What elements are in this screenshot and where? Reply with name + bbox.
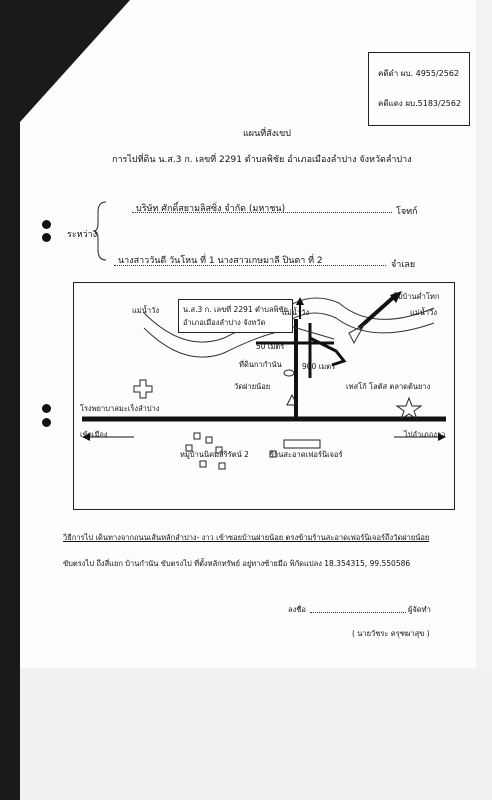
subject-line: การไปที่ดิน น.ส.3 ก. เลขที่ 2291 ตำบลพิชัย อำเภอเมืองลำปาง จังหวัดลำปาง xyxy=(112,155,412,165)
hospital-label: โรงพยาบาลมะเร็งลำปาง xyxy=(80,404,160,413)
river-label-mid: แม่น้ำวัง xyxy=(282,308,309,317)
punch-hole xyxy=(42,404,51,413)
signature-dotted-line xyxy=(310,612,406,613)
sketch-map xyxy=(73,282,455,510)
river-label-left: แม่น้ำวัง xyxy=(132,306,159,315)
map-callout-box xyxy=(178,299,293,333)
signer-role: ผู้จัดทำ xyxy=(408,605,431,614)
callout-line-1: น.ส.3 ก. เลขที่ 2291 ตำบลพิชัย xyxy=(183,305,288,314)
shop-label: ร้านสะอาดเฟอร์นิเจอร์ xyxy=(270,450,343,459)
between-label: ระหว่าง xyxy=(67,230,98,240)
river-label-right: แม่น้ำวัง xyxy=(410,308,437,317)
market-label: เทสโก้ โลตัส ตลาดต้นยาง xyxy=(346,382,431,391)
red-case-number: คดีแดง ผบ.5183/2562 xyxy=(378,99,462,108)
defendant-dotted-line xyxy=(114,265,386,266)
punch-hole xyxy=(42,220,51,229)
defendant-role: จำเลย xyxy=(391,260,416,270)
punch-hole xyxy=(42,418,51,427)
village-label: หมู่บ้านนิคมสิริรัตน์ 2 xyxy=(180,450,249,459)
page-title: แผนที่สังเขป xyxy=(243,129,291,139)
to-top-right-label: ไปบ้านค่ำโทก xyxy=(394,292,440,301)
signer-name: ( นายวัชระ ครุฑผาสุข ) xyxy=(352,629,430,638)
land-label: ที่ดินกากำนัน xyxy=(239,360,282,369)
case-number-box xyxy=(368,52,470,126)
temple-label: วัดฝายน้อย xyxy=(234,382,271,391)
page-margin xyxy=(20,668,492,800)
to-ngao-label: ไปอำเภองาว xyxy=(404,430,446,439)
punch-hole xyxy=(42,233,51,242)
directions-line-2: ขับตรงไป ถึงสี่แยก บ้านกำนัน ขับตรงไป ที่ตั้งหลักทรัพย์ อยู่ทางซ้ายมือ พิกัดแปลง 18.354315, 99.550586 xyxy=(63,559,411,568)
plaintiff-name: บริษัท ศักดิ์สยามลิสซิ่ง จำกัด (มหาชน) xyxy=(136,204,286,214)
callout-line-2: อำเภอเมืองลำปาง จังหวัด xyxy=(183,318,266,327)
defendant-names: นางสาววันดี วันโหน ที่ 1 นางสาวเกษมาลี ปินตา ที่ 2 xyxy=(118,256,323,266)
plaintiff-dotted-line xyxy=(132,212,392,213)
black-case-number: คดีดำ ผบ. 4955/2562 xyxy=(378,69,460,78)
sign-label: ลงชื่อ xyxy=(288,605,306,614)
to-city-label: เข้าเมือง xyxy=(80,430,108,439)
distance-label-50: 50 เมตร xyxy=(256,342,285,351)
directions-line-1: วิธีการไป เดินทางจากถนนเส้นหลักลำปาง- งาว เข้าซอยบ้านฝายน้อย ตรงข้ามร้านสะอาดเฟอร์นิเจอร์ถึงวัดฝายน้อย xyxy=(63,533,430,542)
distance-label-900: 900 เมตร xyxy=(302,362,336,371)
plaintiff-role: โจทก์ xyxy=(396,207,418,217)
